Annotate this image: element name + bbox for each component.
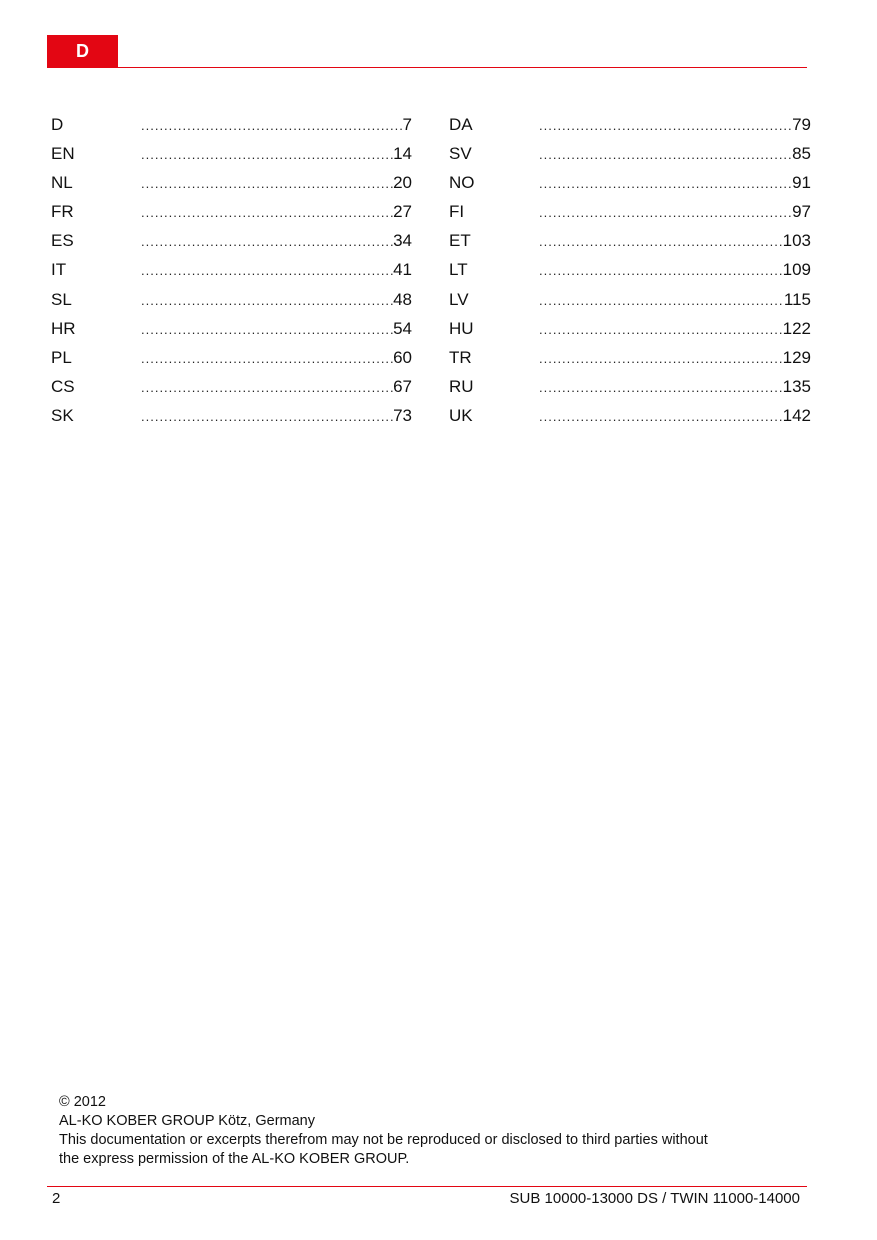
- toc-page-number: 73: [393, 405, 412, 425]
- toc-entry[interactable]: [51, 317, 412, 346]
- toc-entry[interactable]: [51, 258, 412, 287]
- toc-language-code: CS: [51, 376, 75, 396]
- toc-entry[interactable]: [51, 375, 412, 404]
- toc-language-code: D: [51, 115, 64, 134]
- toc-entry[interactable]: [51, 200, 412, 229]
- toc-page-number: 54: [393, 318, 412, 338]
- toc-entry[interactable]: [449, 142, 811, 171]
- toc-page-number: 14: [393, 144, 412, 164]
- toc-page-number: 142: [782, 405, 811, 425]
- toc-entry[interactable]: [449, 171, 811, 200]
- toc-entry[interactable]: [449, 200, 811, 229]
- toc-page-number: 103: [782, 231, 811, 251]
- toc-leader-dots: [141, 376, 393, 400]
- toc-page-number: 129: [782, 347, 811, 367]
- toc-entry[interactable]: [51, 346, 412, 375]
- toc-page-number: 67: [393, 376, 412, 396]
- toc-page-number: 97: [792, 202, 811, 222]
- company-name: AL-KO KOBER GROUP Kötz, Germany: [59, 1113, 315, 1129]
- toc-page-number: 122: [782, 318, 811, 338]
- toc-column-right: [449, 113, 811, 433]
- toc-page-number: 109: [782, 260, 811, 280]
- legal-notice-line-1: This documentation or excerpts therefrom may not be reproduced or disclosed to third parties without: [59, 1132, 708, 1148]
- toc-leader-dots: [539, 318, 783, 342]
- toc-page-number: 20: [393, 173, 412, 193]
- toc-language-code: EN: [51, 144, 75, 164]
- toc-leader-dots: [539, 259, 783, 283]
- toc-leader-dots: [539, 405, 783, 429]
- toc-leader-dots: [141, 318, 393, 342]
- toc-entry[interactable]: [449, 375, 811, 404]
- toc-entry[interactable]: [449, 258, 811, 287]
- toc-language-code: LV: [449, 289, 469, 309]
- toc-language-code: HR: [51, 318, 76, 338]
- toc-page-number: 91: [792, 173, 811, 193]
- toc-entry[interactable]: [449, 113, 811, 142]
- toc-leader-dots: [539, 201, 792, 225]
- copyright-year: © 2012: [59, 1094, 106, 1110]
- toc-leader-dots: [539, 143, 792, 167]
- toc-leader-dots: [539, 114, 792, 138]
- toc-page-number: 41: [393, 260, 412, 280]
- toc-entry[interactable]: [449, 404, 811, 433]
- toc-language-code: DA: [449, 115, 473, 134]
- model-designation: SUB 10000-13000 DS / TWIN 11000-14000: [509, 1190, 800, 1207]
- toc-entry[interactable]: [449, 288, 811, 317]
- toc-language-code: FI: [449, 202, 465, 222]
- toc-language-code: SK: [51, 405, 74, 425]
- toc-language-code: NL: [51, 173, 73, 193]
- toc-leader-dots: [141, 405, 393, 429]
- toc-entry[interactable]: [51, 171, 412, 200]
- toc-leader-dots: [141, 143, 393, 167]
- copyright-notice: [59, 1093, 819, 1169]
- toc-entry[interactable]: [449, 346, 811, 375]
- toc-leader-dots: [141, 172, 393, 196]
- toc-page-number: 79: [792, 115, 811, 134]
- toc-leader-dots: [141, 289, 393, 313]
- legal-notice-line-2: the express permission of the AL-KO KOBER GROUP.: [59, 1151, 410, 1167]
- toc-column-left: [51, 113, 412, 433]
- toc-leader-dots: [539, 172, 792, 196]
- toc-language-code: UK: [449, 405, 473, 425]
- toc-entry[interactable]: [51, 229, 412, 258]
- toc-leader-dots: [141, 259, 393, 283]
- language-tab: D: [47, 35, 118, 68]
- toc-entry[interactable]: [51, 142, 412, 171]
- toc-leader-dots: [141, 114, 403, 138]
- toc-language-code: PL: [51, 347, 72, 367]
- toc-language-code: TR: [449, 347, 472, 367]
- toc-leader-dots: [539, 347, 783, 371]
- toc-language-code: RU: [449, 376, 474, 396]
- toc-language-code: SL: [51, 289, 72, 309]
- toc-leader-dots: [141, 347, 393, 371]
- toc-entry[interactable]: [449, 317, 811, 346]
- toc-leader-dots: [539, 289, 784, 313]
- toc-page-number: 48: [393, 289, 412, 309]
- toc-leader-dots: [539, 376, 783, 400]
- toc-entry[interactable]: [51, 113, 412, 142]
- toc-leader-dots: [141, 201, 393, 225]
- toc-language-code: ET: [449, 231, 471, 251]
- toc-language-code: LT: [449, 260, 468, 280]
- header-divider: [47, 67, 807, 68]
- toc-leader-dots: [141, 230, 393, 254]
- toc-page-number: 7: [402, 115, 412, 134]
- footer-divider: [47, 1186, 807, 1187]
- toc-language-code: NO: [449, 173, 475, 193]
- toc-language-code: FR: [51, 202, 74, 222]
- toc-page-number: 60: [393, 347, 412, 367]
- toc-page-number: 115: [783, 289, 811, 309]
- toc-language-code: SV: [449, 144, 472, 164]
- toc-page-number: 135: [782, 376, 811, 396]
- toc-entry[interactable]: [51, 404, 412, 433]
- toc-page-number: 85: [792, 144, 811, 164]
- toc-leader-dots: [539, 230, 783, 254]
- toc-entry[interactable]: [449, 229, 811, 258]
- toc-language-code: ES: [51, 231, 74, 251]
- toc-language-code: HU: [449, 318, 474, 338]
- toc-page-number: 27: [393, 202, 412, 222]
- toc-language-code: IT: [51, 260, 67, 280]
- toc-page-number: 34: [393, 231, 412, 251]
- toc-entry[interactable]: [51, 288, 412, 317]
- page-number: 2: [52, 1190, 61, 1207]
